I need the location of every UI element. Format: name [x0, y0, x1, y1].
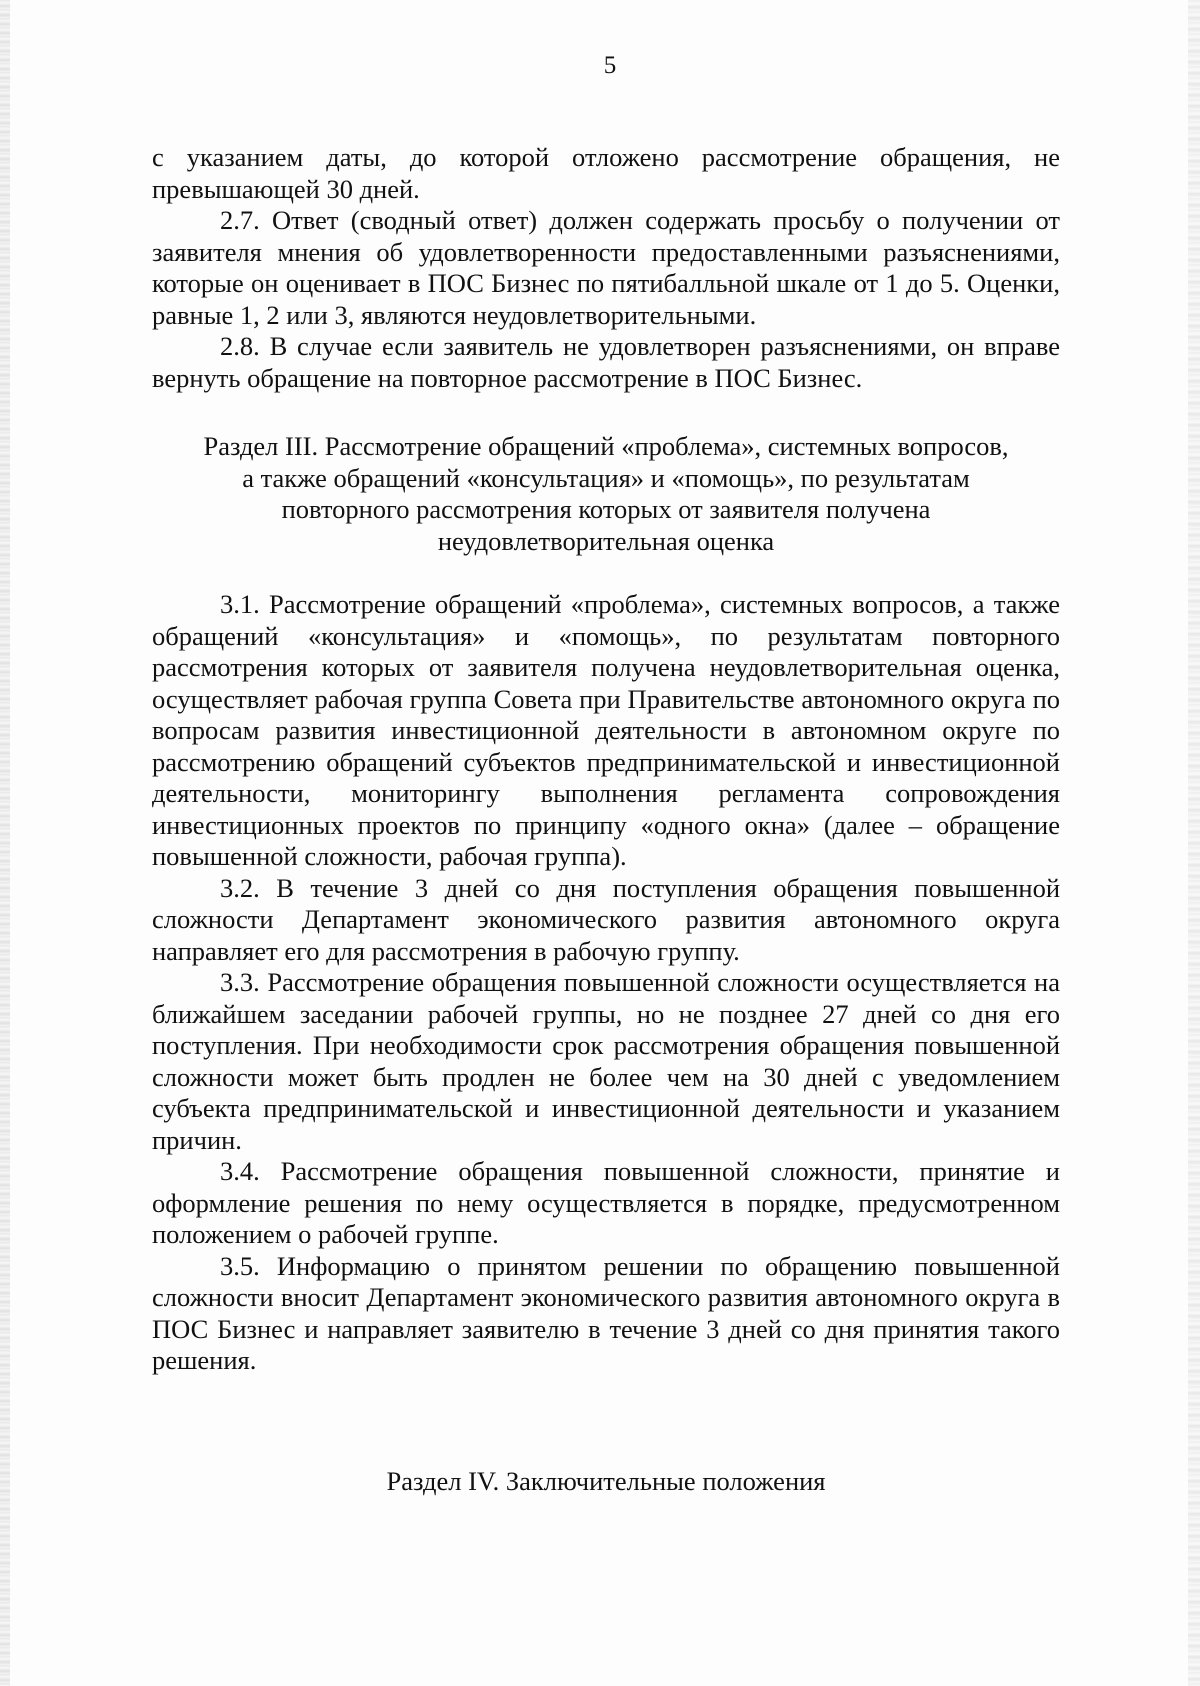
section-3-title-line: неудовлетворительная оценка [437, 525, 775, 556]
page-number: 5 [603, 52, 617, 79]
paragraph-3-1: 3.1. Рассмотрение обращений «проблема», системных вопросов, а также обращений «консультация» и «помощь», по результатам повторного рассмотрения которых от заявителя получена неудовлетворительная оценка, осуществляет рабочая группа Совета при Правительстве автономного округа по вопросам развития инвестиционной деятельности в автономном округе по рассмотрению обращений субъектов предпринимательской и инвестиционной деятельности, мониторингу выполнения регламента сопровождения инвестиционных проектов по принципу «одного окна» (далее – обращение повышенной сложности, рабочая группа). [152, 589, 1060, 871]
scan-edge-right [1188, 0, 1200, 1686]
paragraph-2-8: 2.8. В случае если заявитель не удовлетворен разъяснениями, он вправе вернуть обращение на повторное рассмотрение в ПОС Бизнес. [152, 331, 1060, 393]
section-4-title: Раздел IV. Заключительные положения [386, 1466, 826, 1496]
paragraph-2-7: 2.7. Ответ (сводный ответ) должен содержать просьбу о получении от заявителя мнения об удовлетворенности предоставленными разъяснениями, которые он оценивает в ПОС Бизнес по пятибалльной шкале от 1 до 5. Оценки, равные 1, 2 или 3, являются неудовлетворительными. [152, 205, 1060, 330]
section-3-title-line: повторного рассмотрения которых от заявителя получена [281, 494, 931, 524]
scan-edge-left [0, 0, 10, 1686]
section-3-title [150, 431, 1062, 557]
paragraph-3-5: 3.5. Информацию о принятом решении по обращению повышенной сложности вносит Департамент экономического развития автономного округа в ПОС Бизнес и направляет заявителю в течение 3 дней со дня принятия такого решения. [152, 1250, 1060, 1375]
section-3-title-line: а также обращений «консультация» и «помощь», по результатам [242, 462, 970, 493]
section-3-title-line: Раздел III. Рассмотрение обращений «проблема», системных вопросов, [203, 431, 1009, 461]
paragraph-3-4: 3.4. Рассмотрение обращения повышенной сложности, принятие и оформление решения по нему осуществляется в порядке, предусмотренном положением о рабочей группе. [152, 1156, 1060, 1249]
paragraph-3-2: 3.2. В течение 3 дней со дня поступления обращения повышенной сложности Департамент экономического развития автономного округа направляет его для рассмотрения в рабочую группу. [152, 872, 1060, 966]
text-block-section-3 [152, 589, 1060, 1377]
paragraph-3-3: 3.3. Рассмотрение обращения повышенной сложности осуществляется на ближайшем заседании рабочей группы, но не позднее 27 дней со дня его поступления. При необходимости срок рассмотрения обращения повышенной сложности может быть продлен не более чем на 30 дней с уведомлением субъекта предпринимательской и инвестиционной деятельности и указанием причин. [152, 967, 1060, 1155]
paragraph-continuation: с указанием даты, до которой отложено рассмотрение обращения, не превышающей 30 дней. [152, 142, 1060, 204]
text-block-top [152, 142, 1060, 394]
